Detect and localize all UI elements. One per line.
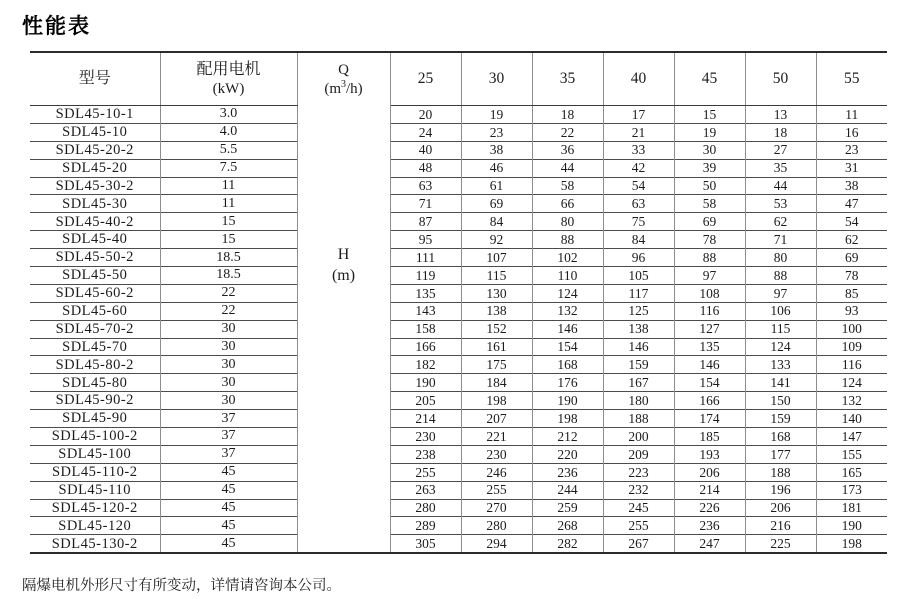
- motor-kw-cell: 18.5: [160, 249, 297, 267]
- table-row: [30, 481, 887, 499]
- model-cell: SDL45-40: [30, 231, 160, 249]
- head-value-cell: 190: [390, 374, 461, 392]
- head-value-cell: 27: [745, 141, 816, 159]
- head-value-cell: 268: [532, 517, 603, 535]
- head-value-cell: 85: [816, 284, 887, 302]
- head-value-cell: 259: [532, 499, 603, 517]
- model-cell: SDL45-10: [30, 123, 160, 141]
- head-value-cell: 61: [461, 177, 532, 195]
- model-cell: SDL45-120-2: [30, 499, 160, 517]
- head-value-cell: 209: [603, 445, 674, 463]
- model-cell: SDL45-80-2: [30, 356, 160, 374]
- head-value-cell: 236: [532, 463, 603, 481]
- model-cell: SDL45-110-2: [30, 463, 160, 481]
- head-value-cell: 31: [816, 159, 887, 177]
- head-value-cell: 96: [603, 249, 674, 267]
- head-value-cell: 44: [532, 159, 603, 177]
- motor-kw-cell: 3.0: [160, 106, 297, 124]
- head-value-cell: 19: [674, 123, 745, 141]
- page-title: 性能表: [22, 15, 91, 38]
- head-value-cell: 117: [603, 284, 674, 302]
- head-value-cell: 47: [816, 195, 887, 213]
- motor-kw-cell: 37: [160, 428, 297, 446]
- head-value-cell: 24: [390, 123, 461, 141]
- header-motor-label: 配用电机: [196, 61, 261, 78]
- head-value-cell: 21: [603, 123, 674, 141]
- head-value-cell: 159: [745, 410, 816, 428]
- header-flow-40: 40: [603, 52, 674, 106]
- head-value-cell: 92: [461, 231, 532, 249]
- head-value-cell: 165: [816, 463, 887, 481]
- head-value-cell: 216: [745, 517, 816, 535]
- motor-kw-cell: 4.0: [160, 123, 297, 141]
- head-value-cell: 23: [816, 141, 887, 159]
- head-value-cell: 63: [390, 177, 461, 195]
- table-row: [30, 195, 887, 213]
- head-value-cell: 38: [461, 141, 532, 159]
- q-unit: $(m^3/h)$: [324, 78, 363, 97]
- model-cell: SDL45-130-2: [30, 535, 160, 553]
- head-value-cell: 15: [674, 106, 745, 124]
- head-value-cell: 177: [745, 445, 816, 463]
- head-value-cell: 108: [674, 284, 745, 302]
- model-cell: SDL45-30: [30, 195, 160, 213]
- head-value-cell: 19: [461, 106, 532, 124]
- motor-kw-cell: 30: [160, 320, 297, 338]
- head-value-cell: 124: [816, 374, 887, 392]
- model-cell: SDL45-60: [30, 302, 160, 320]
- head-value-cell: 200: [603, 428, 674, 446]
- head-value-cell: 48: [390, 159, 461, 177]
- head-value-cell: 147: [816, 428, 887, 446]
- table-row: [30, 338, 887, 356]
- motor-kw-cell: 22: [160, 284, 297, 302]
- head-value-cell: 180: [603, 392, 674, 410]
- motor-kw-cell: 7.5: [160, 159, 297, 177]
- head-value-cell: 146: [674, 356, 745, 374]
- model-cell: SDL45-70: [30, 338, 160, 356]
- head-value-cell: 185: [674, 428, 745, 446]
- table-row: [30, 231, 887, 249]
- head-value-cell: 40: [390, 141, 461, 159]
- head-value-cell: 132: [532, 302, 603, 320]
- table-row: [30, 284, 887, 302]
- head-value-cell: 220: [532, 445, 603, 463]
- head-value-cell: 130: [461, 284, 532, 302]
- head-value-cell: 238: [390, 445, 461, 463]
- head-value-cell: 84: [603, 231, 674, 249]
- head-value-cell: 198: [532, 410, 603, 428]
- head-value-cell: 102: [532, 249, 603, 267]
- head-value-cell: 225: [745, 535, 816, 553]
- head-value-cell: 143: [390, 302, 461, 320]
- head-value-cell: 230: [390, 428, 461, 446]
- model-cell: SDL45-110: [30, 481, 160, 499]
- head-value-cell: 246: [461, 463, 532, 481]
- head-value-cell: 175: [461, 356, 532, 374]
- model-cell: SDL45-100-2: [30, 428, 160, 446]
- head-value-cell: 138: [461, 302, 532, 320]
- head-value-cell: 166: [390, 338, 461, 356]
- head-value-cell: 245: [603, 499, 674, 517]
- head-value-cell: 255: [461, 481, 532, 499]
- head-value-cell: 282: [532, 535, 603, 553]
- motor-kw-cell: 30: [160, 392, 297, 410]
- head-value-cell: 44: [745, 177, 816, 195]
- head-value-cell: 80: [745, 249, 816, 267]
- header-flow-35: 35: [532, 52, 603, 106]
- head-value-cell: 93: [816, 302, 887, 320]
- head-value-cell: 155: [816, 445, 887, 463]
- head-value-cell: 127: [674, 320, 745, 338]
- performance-table: [30, 51, 887, 554]
- motor-kw-cell: 45: [160, 499, 297, 517]
- model-cell: SDL45-90-2: [30, 392, 160, 410]
- head-value-cell: 173: [816, 481, 887, 499]
- head-value-cell: 244: [532, 481, 603, 499]
- head-value-cell: 221: [461, 428, 532, 446]
- head-value-cell: 20: [390, 106, 461, 124]
- footnote: 隔爆电机外形尺寸有所变动，详情请咨询本公司。: [22, 578, 341, 595]
- table-row: [30, 374, 887, 392]
- model-cell: SDL45-20-2: [30, 141, 160, 159]
- head-value-cell: 267: [603, 535, 674, 553]
- head-value-cell: 38: [816, 177, 887, 195]
- table-row: [30, 177, 887, 195]
- head-value-cell: 124: [532, 284, 603, 302]
- head-value-cell: 168: [532, 356, 603, 374]
- head-value-cell: 133: [745, 356, 816, 374]
- head-value-cell: 66: [532, 195, 603, 213]
- header-flow-30: 30: [461, 52, 532, 106]
- head-value-cell: 255: [390, 463, 461, 481]
- head-value-cell: 50: [674, 177, 745, 195]
- motor-kw-cell: 30: [160, 338, 297, 356]
- head-value-cell: 174: [674, 410, 745, 428]
- head-value-cell: 135: [390, 284, 461, 302]
- head-value-cell: 198: [816, 535, 887, 553]
- head-value-cell: 30: [674, 141, 745, 159]
- table-row: [30, 463, 887, 481]
- table-row: [30, 213, 887, 231]
- head-value-cell: 236: [674, 517, 745, 535]
- motor-kw-cell: 30: [160, 356, 297, 374]
- head-value-cell: 150: [745, 392, 816, 410]
- head-value-cell: 141: [745, 374, 816, 392]
- head-value-cell: 80: [532, 213, 603, 231]
- motor-kw-cell: 45: [160, 481, 297, 499]
- model-cell: SDL45-80: [30, 374, 160, 392]
- head-value-cell: 138: [603, 320, 674, 338]
- head-value-cell: 54: [816, 213, 887, 231]
- head-value-cell: 214: [674, 481, 745, 499]
- head-value-cell: 196: [745, 481, 816, 499]
- motor-kw-cell: 15: [160, 231, 297, 249]
- header-flow-25: 25: [390, 52, 461, 106]
- head-value-cell: 115: [461, 267, 532, 285]
- head-value-cell: 100: [816, 320, 887, 338]
- head-value-cell: 206: [674, 463, 745, 481]
- head-value-cell: 87: [390, 213, 461, 231]
- head-value-cell: 78: [674, 231, 745, 249]
- header-flow-55: 55: [816, 52, 887, 106]
- head-value-cell: 18: [532, 106, 603, 124]
- table-row: [30, 302, 887, 320]
- head-value-cell: 135: [674, 338, 745, 356]
- model-cell: SDL45-40-2: [30, 213, 160, 231]
- head-value-cell: 119: [390, 267, 461, 285]
- motor-kw-cell: 45: [160, 517, 297, 535]
- head-value-cell: 255: [603, 517, 674, 535]
- head-value-cell: 181: [816, 499, 887, 517]
- head-value-cell: 207: [461, 410, 532, 428]
- head-value-cell: 214: [390, 410, 461, 428]
- head-value-cell: 263: [390, 481, 461, 499]
- head-value-cell: 18: [745, 123, 816, 141]
- head-value-cell: 206: [745, 499, 816, 517]
- head-value-cell: 188: [745, 463, 816, 481]
- head-value-cell: 125: [603, 302, 674, 320]
- head-value-cell: 46: [461, 159, 532, 177]
- head-value-cell: 63: [603, 195, 674, 213]
- table-body: [30, 106, 887, 554]
- head-value-cell: 132: [816, 392, 887, 410]
- head-value-cell: 16: [816, 123, 887, 141]
- head-value-cell: 205: [390, 392, 461, 410]
- head-value-cell: 71: [745, 231, 816, 249]
- head-value-cell: 105: [603, 267, 674, 285]
- motor-kw-cell: 22: [160, 302, 297, 320]
- model-cell: SDL45-10-1: [30, 106, 160, 124]
- head-value-cell: 58: [532, 177, 603, 195]
- head-value-cell: 212: [532, 428, 603, 446]
- header-flow-50: 50: [745, 52, 816, 106]
- motor-kw-cell: 5.5: [160, 141, 297, 159]
- head-value-cell: 62: [816, 231, 887, 249]
- header-model: [30, 52, 160, 106]
- head-value-cell: 280: [461, 517, 532, 535]
- motor-kw-cell: 45: [160, 535, 297, 553]
- head-value-cell: 182: [390, 356, 461, 374]
- table-row: [30, 356, 887, 374]
- head-value-cell: 95: [390, 231, 461, 249]
- motor-kw-cell: 11: [160, 177, 297, 195]
- motor-kw-cell: 11: [160, 195, 297, 213]
- head-value-cell: 106: [745, 302, 816, 320]
- table-row: [30, 249, 887, 267]
- head-value-cell: 226: [674, 499, 745, 517]
- header-motor-kw: [160, 52, 297, 106]
- model-cell: SDL45-30-2: [30, 177, 160, 195]
- header-row: [30, 52, 887, 106]
- head-value-cell: 294: [461, 535, 532, 553]
- head-value-cell: 230: [461, 445, 532, 463]
- head-value-cell: 39: [674, 159, 745, 177]
- head-value-cell: 168: [745, 428, 816, 446]
- table-row: [30, 159, 887, 177]
- head-value-cell: 33: [603, 141, 674, 159]
- head-value-cell: 116: [674, 302, 745, 320]
- model-cell: SDL45-100: [30, 445, 160, 463]
- head-value-cell: 69: [461, 195, 532, 213]
- head-value-cell: 280: [390, 499, 461, 517]
- header-model-label: 型号: [78, 70, 111, 87]
- head-value-cell: 88: [745, 267, 816, 285]
- head-value-cell: 13: [745, 106, 816, 124]
- head-value-cell: 270: [461, 499, 532, 517]
- head-value-cell: 69: [674, 213, 745, 231]
- motor-kw-cell: 37: [160, 410, 297, 428]
- table-row: [30, 141, 887, 159]
- table-row: [30, 499, 887, 517]
- model-cell: SDL45-20: [30, 159, 160, 177]
- head-value-cell: 17: [603, 106, 674, 124]
- head-value-cell: 167: [603, 374, 674, 392]
- head-value-cell: 158: [390, 320, 461, 338]
- head-value-cell: 69: [816, 249, 887, 267]
- table-row: [30, 517, 887, 535]
- head-value-cell: 84: [461, 213, 532, 231]
- model-cell: SDL45-50-2: [30, 249, 160, 267]
- table-row: [30, 428, 887, 446]
- head-value-cell: 176: [532, 374, 603, 392]
- motor-kw-cell: 37: [160, 445, 297, 463]
- head-value-cell: 154: [532, 338, 603, 356]
- head-value-cell: 42: [603, 159, 674, 177]
- head-value-cell: 22: [532, 123, 603, 141]
- head-value-cell: 152: [461, 320, 532, 338]
- model-cell: SDL45-120: [30, 517, 160, 535]
- head-value-cell: 110: [532, 267, 603, 285]
- model-cell: SDL45-90: [30, 410, 160, 428]
- head-value-cell: 54: [603, 177, 674, 195]
- table-row: [30, 410, 887, 428]
- head-value-cell: 88: [674, 249, 745, 267]
- head-value-cell: 188: [603, 410, 674, 428]
- head-value-cell: 223: [603, 463, 674, 481]
- header-flow-45: 45: [674, 52, 745, 106]
- head-value-cell: 97: [745, 284, 816, 302]
- table-row: [30, 267, 887, 285]
- head-value-cell: 146: [532, 320, 603, 338]
- model-cell: SDL45-70-2: [30, 320, 160, 338]
- table-row: [30, 106, 887, 124]
- head-value-cell: 115: [745, 320, 816, 338]
- head-value-cell: 75: [603, 213, 674, 231]
- head-value-cell: 198: [461, 392, 532, 410]
- head-value-cell: 116: [816, 356, 887, 374]
- table-row: [30, 123, 887, 141]
- header-motor-unit: (kW): [212, 81, 245, 97]
- head-value-cell: 11: [816, 106, 887, 124]
- motor-kw-cell: 30: [160, 374, 297, 392]
- head-value-cell: 190: [532, 392, 603, 410]
- head-value-cell: 232: [603, 481, 674, 499]
- table-row: [30, 320, 887, 338]
- head-value-cell: 190: [816, 517, 887, 535]
- head-value-cell: 193: [674, 445, 745, 463]
- head-value-cell: 71: [390, 195, 461, 213]
- head-value-cell: 53: [745, 195, 816, 213]
- head-value-cell: 58: [674, 195, 745, 213]
- head-value-cell: 159: [603, 356, 674, 374]
- q-symbol: Q: [338, 61, 349, 78]
- head-value-cell: 36: [532, 141, 603, 159]
- head-value-cell: 97: [674, 267, 745, 285]
- header-flow-q: [297, 52, 390, 106]
- head-value-cell: 109: [816, 338, 887, 356]
- head-value-cell: 161: [461, 338, 532, 356]
- head-value-cell: 247: [674, 535, 745, 553]
- head-value-cell: 62: [745, 213, 816, 231]
- motor-kw-cell: 18.5: [160, 267, 297, 285]
- head-value-cell: 305: [390, 535, 461, 553]
- head-value-cell: 154: [674, 374, 745, 392]
- head-value-cell: 184: [461, 374, 532, 392]
- head-meters-cell: H (m): [297, 106, 390, 554]
- head-value-cell: 88: [532, 231, 603, 249]
- head-value-cell: 146: [603, 338, 674, 356]
- head-value-cell: 289: [390, 517, 461, 535]
- head-value-cell: 107: [461, 249, 532, 267]
- motor-kw-cell: 45: [160, 463, 297, 481]
- head-value-cell: 78: [816, 267, 887, 285]
- head-value-cell: 124: [745, 338, 816, 356]
- head-value-cell: 23: [461, 123, 532, 141]
- motor-kw-cell: 15: [160, 213, 297, 231]
- model-cell: SDL45-50: [30, 267, 160, 285]
- head-value-cell: 111: [390, 249, 461, 267]
- head-value-cell: 140: [816, 410, 887, 428]
- table-row: [30, 445, 887, 463]
- model-cell: SDL45-60-2: [30, 284, 160, 302]
- head-value-cell: 35: [745, 159, 816, 177]
- head-value-cell: 166: [674, 392, 745, 410]
- table-row: [30, 535, 887, 553]
- table-row: [30, 392, 887, 410]
